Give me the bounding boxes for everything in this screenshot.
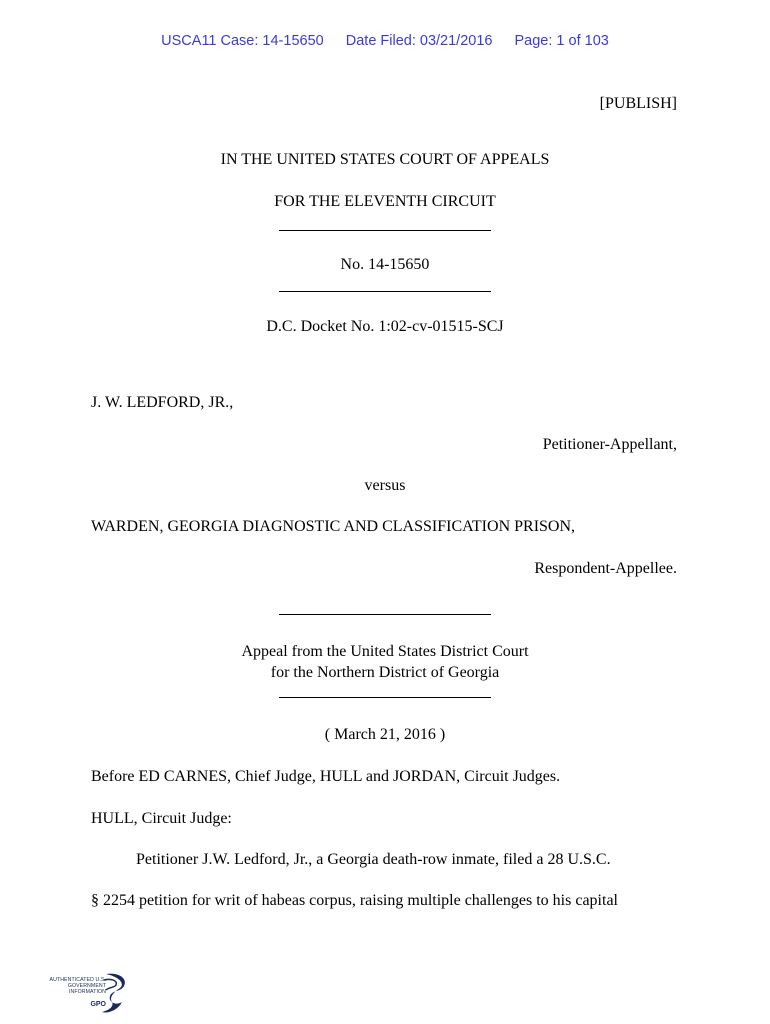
divider-rule [279,697,491,698]
court-name: IN THE UNITED STATES COURT OF APPEALS [220,151,550,168]
publish-marker: [PUBLISH] [599,95,677,112]
opinion-author: HULL, Circuit Judge: [91,810,232,827]
petitioner-name: J. W. LEDFORD, JR., [91,394,234,411]
seal-text: AUTHENTICATED U.S. GOVERNMENT INFORMATION [49,977,106,995]
seal-gpo-label: GPO [90,1001,106,1008]
docket-number: D.C. Docket No. 1:02-cv-01515-SCJ [266,318,504,335]
opinion-text-line: § 2254 petition for writ of habeas corpus, raising multiple challenges to his capital [91,892,618,909]
gpo-authentication-seal [44,972,130,1016]
appeal-origin-line1: Appeal from the United States District Court [241,643,529,660]
divider-rule [279,291,491,292]
versus-text: versus [364,477,406,494]
eagle-icon [100,972,130,1016]
circuit-name: FOR THE ELEVENTH CIRCUIT [274,193,496,210]
appeal-origin-line2: for the Northern District of Georgia [270,664,500,681]
case-number: No. 14-15650 [340,256,430,273]
respondent-role: Respondent-Appellee. [534,560,677,577]
divider-rule [279,230,491,231]
opinion-text-line: Petitioner J.W. Ledford, Jr., a Georgia death-row inmate, filed a 28 U.S.C. [136,851,611,868]
petitioner-role: Petitioner-Appellant, [542,436,677,453]
date-filed-stamp: Date Filed: 03/21/2016 [345,33,493,49]
divider-rule [279,614,491,615]
respondent-name: WARDEN, GEORGIA DIAGNOSTIC AND CLASSIFICATION PRISON, [91,518,576,535]
page-count-stamp: Page: 1 of 103 [514,33,609,49]
panel-judges: Before ED CARNES, Chief Judge, HULL and JORDAN, Circuit Judges. [91,768,561,785]
case-number-stamp: USCA11 Case: 14-15650 [161,33,324,49]
filing-header [0,33,770,49]
decision-date: ( March 21, 2016 ) [324,726,446,743]
